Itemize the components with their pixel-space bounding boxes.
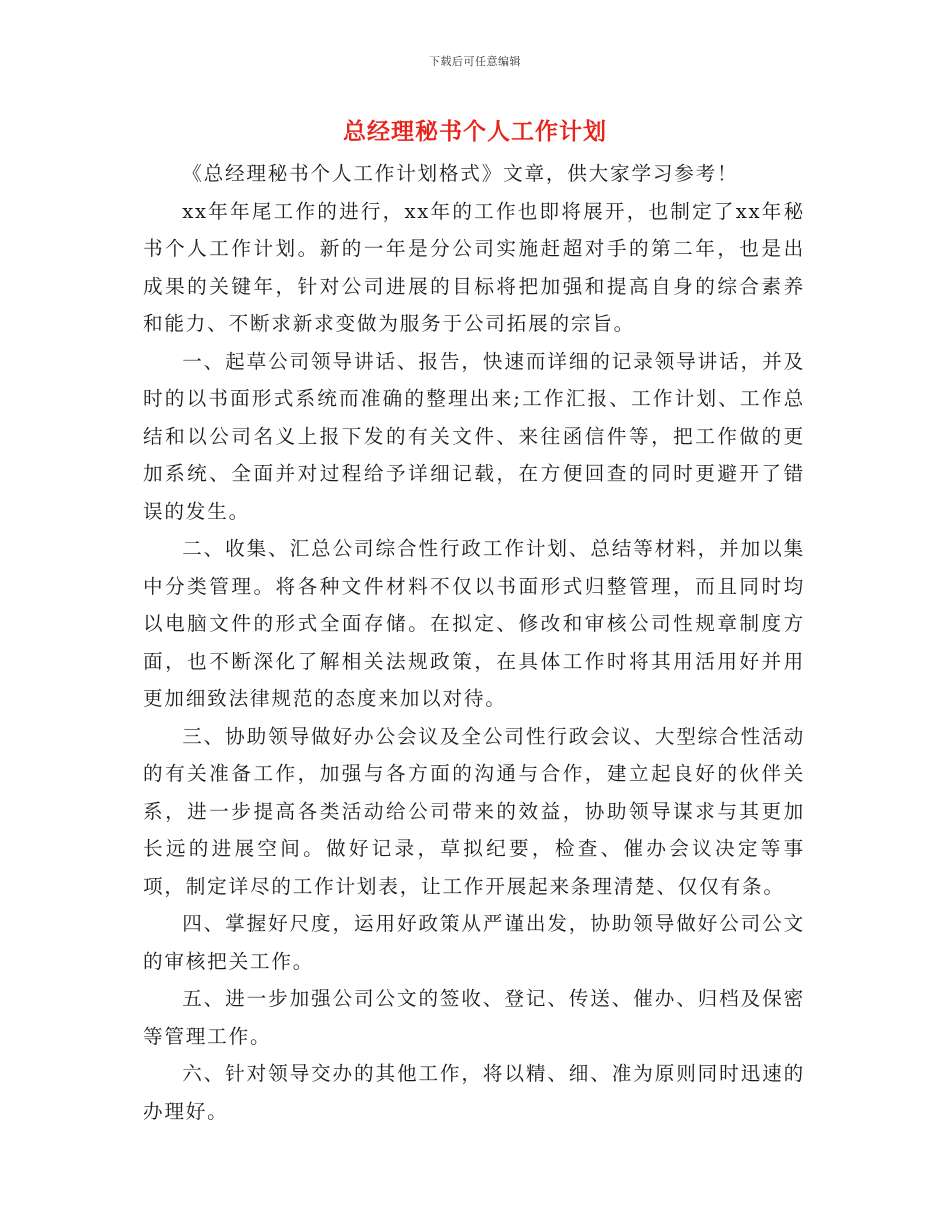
document-body bbox=[143, 155, 805, 1130]
paragraph-item-6: 六、针对领导交办的其他工作，将以精、细、准为原则同时迅速的办理好。 bbox=[143, 1062, 805, 1123]
paragraph-item-1: 一、起草公司领导讲话、报告，快速而详细的记录领导讲话，并及时的以书面形式系统而准确的整理出来;工作汇报、工作计划、工作总结和以公司名义上报下发的有关文件、来往函信件等，把工作做的更加系统、全面并对过程给予详细记载，在方便回查的同时更避开了错误的发生。 bbox=[143, 349, 805, 523]
paragraph-intro: 《总经理秘书个人工作计划格式》文章，供大家学习参考！ bbox=[182, 162, 739, 185]
document-title: 总经理秘书个人工作计划 bbox=[343, 119, 607, 145]
paragraph-item-3: 三、协助领导做好办公会议及全公司性行政会议、大型综合性活动的有关准备工作，加强与各方面的沟通与合作，建立起良好的伙伴关系，进一步提高各类活动给公司带来的效益，协助领导谋求与其更加长远的进展空间。做好记录，草拟纪要，检查、催办会议决定等事项，制定详尽的工作计划表，让工作开展起来条理清楚、仅仅有条。 bbox=[143, 724, 805, 898]
paragraph-item-5: 五、进一步加强公司公文的签收、登记、传送、催办、归档及保密等管理工作。 bbox=[143, 987, 805, 1048]
paragraph-overview: xx年年尾工作的进行，xx年的工作也即将展开，也制定了xx年秘书个人工作计划。新的一年是分公司实施赶超对手的第二年，也是出成果的关键年，针对公司进展的目标将把加强和提高自身的综合素养和能力、不断求新求变做为服务于公司拓展的宗旨。 bbox=[143, 199, 805, 335]
header-note: 下载后可任意编辑 bbox=[429, 55, 521, 68]
paragraph-item-4: 四、掌握好尺度，运用好政策从严谨出发，协助领导做好公司公文的审核把关工作。 bbox=[143, 912, 805, 973]
paragraph-item-2: 二、收集、汇总公司综合性行政工作计划、总结等材料，并加以集中分类管理。将各种文件材料不仅以书面形式归整管理，而且同时均以电脑文件的形式全面存储。在拟定、修改和审核公司性规章制度方面，也不断深化了解相关法规政策，在具体工作时将其用活用好并用更加细致法律规范的态度来加以对待。 bbox=[143, 537, 805, 710]
